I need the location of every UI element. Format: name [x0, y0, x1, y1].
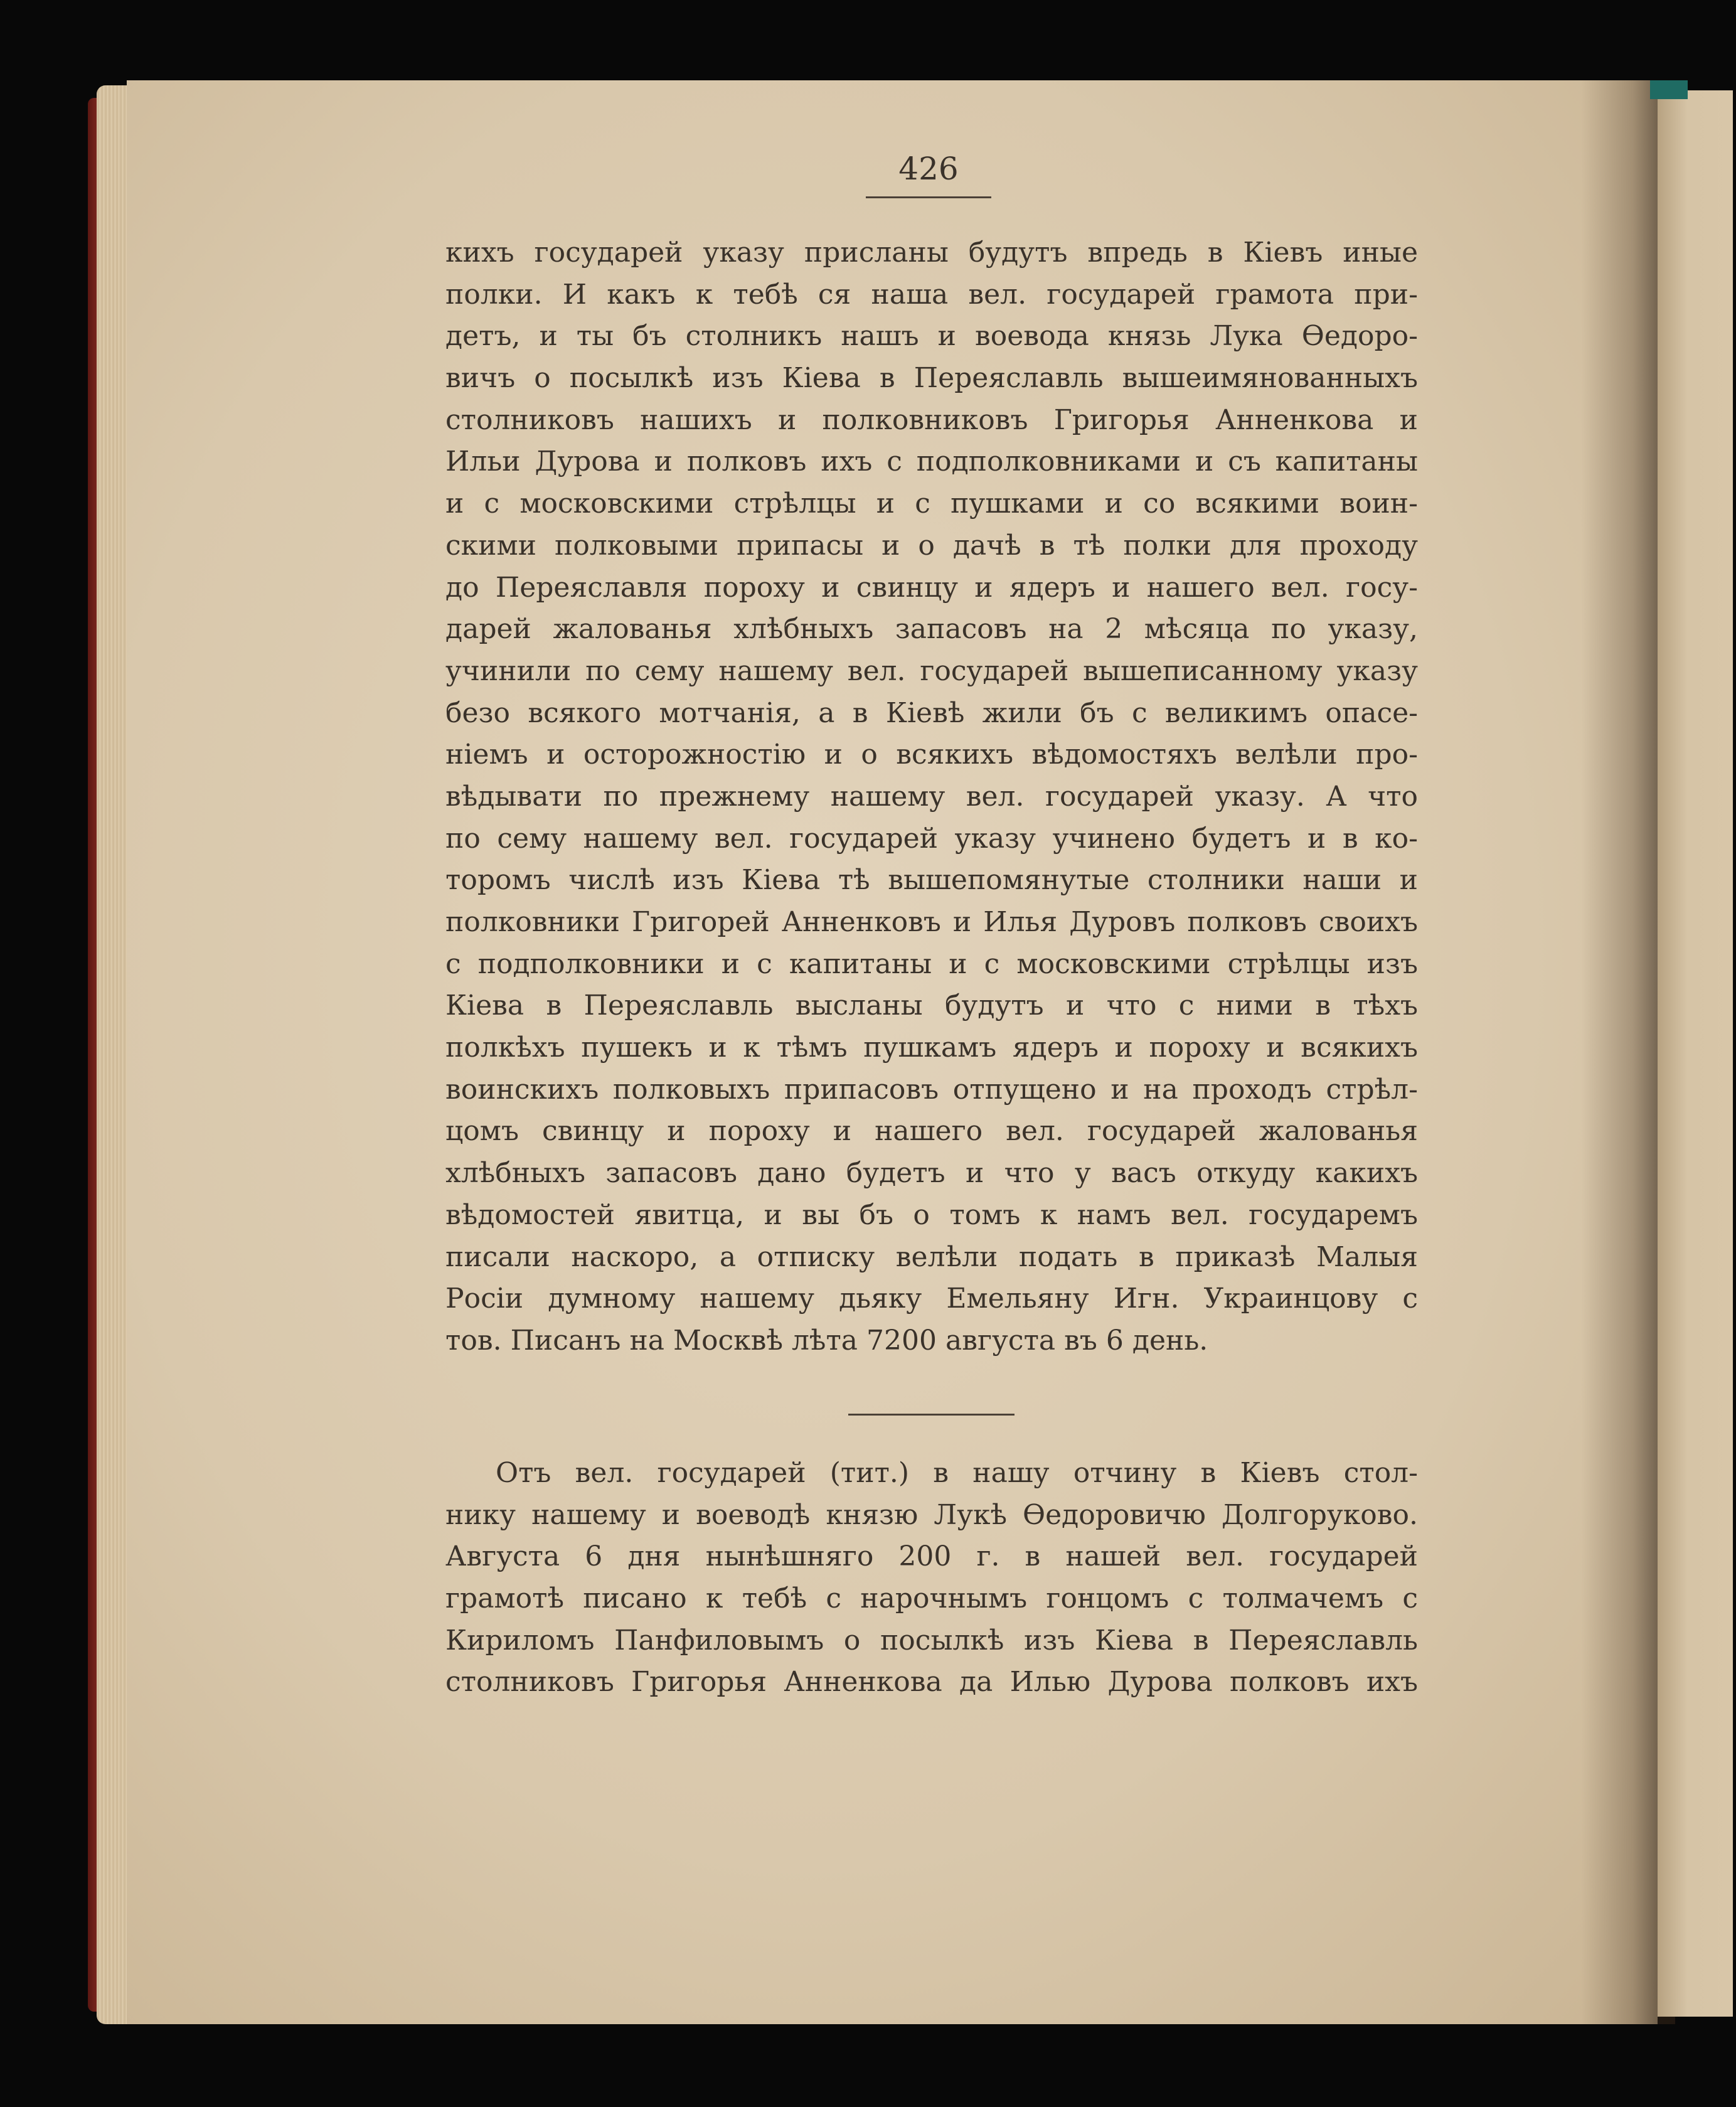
text-line: цомъ свинцу и пороху и нашего вел. государей жалованья	[445, 1115, 1418, 1148]
text-line: ніемъ и осторожностію и о всякихъ вѣдомостяхъ велѣли про-	[445, 739, 1418, 771]
page-number-rule	[866, 196, 991, 198]
text-line: вѣдывати по прежнему нашему вел. государей указу. А что	[445, 780, 1418, 813]
text-line: безо всякого мотчанія, а в Кіевѣ жили бъ с великимъ опасе-	[445, 696, 1418, 729]
text-line: Ильи Дурова и полковъ ихъ с подполковниками и съ капитаны	[445, 445, 1418, 478]
text-line: вѣдомостей явитца, и вы бъ о томъ к намъ вел. государемъ	[445, 1198, 1418, 1231]
bookmark-ribbon	[1650, 80, 1688, 99]
paragraph-2	[445, 1453, 1418, 1704]
right-page-edge	[1658, 90, 1733, 2017]
text-line: до Переяславля пороху и свинцу и ядеръ и нашего вел. госу-	[445, 571, 1418, 604]
text-line: детъ, и ты бъ столникъ нашъ и воевода князь Лука Өедоро-	[445, 320, 1418, 353]
text-line: Августа 6 дня нынѣшняго 200 г. в нашей вел. государей	[445, 1540, 1418, 1573]
text-line: грамотѣ писано к тебѣ с нарочнымъ гонцомъ с толмачемъ с	[445, 1582, 1418, 1615]
text-line: столниковъ нашихъ и полковниковъ Григорья Анненкова и	[445, 403, 1418, 436]
text-line: писали наскоро, а отписку велѣли подать в приказѣ Малыя	[445, 1240, 1418, 1273]
text-line: хлѣбныхъ запасовъ дано будетъ и что у васъ откуду какихъ	[445, 1157, 1418, 1190]
text-line: по сему нашему вел. государей указу учинено будетъ и в ко-	[445, 822, 1418, 855]
text-line: нику нашему и воеводѣ князю Лукѣ Өедоровичю Долгоруково.	[445, 1498, 1418, 1531]
section-separator	[848, 1414, 1014, 1416]
text-line: полкѣхъ пушекъ и к тѣмъ пушкамъ ядеръ и пороху и всякихъ	[445, 1032, 1418, 1064]
text-line: и с московскими стрѣлцы и с пушками и со всякими воин-	[445, 488, 1418, 520]
text-line: кихъ государей указу присланы будутъ впредь в Кіевъ иные	[445, 237, 1418, 269]
text-line: столниковъ Григорья Анненкова да Илью Дурова полковъ ихъ	[445, 1666, 1418, 1699]
text-line: полки. И какъ к тебѣ ся наша вел. государей грамота при-	[445, 278, 1418, 311]
text-line: скими полковыми припасы и о дачѣ в тѣ полки для проходу	[445, 529, 1418, 562]
text-line: воинскихъ полковыхъ припасовъ отпущено и на проходъ стрѣл-	[445, 1073, 1418, 1106]
text-line: Росіи думному нашему дьяку Емельяну Игн. Украинцову с	[445, 1283, 1418, 1315]
text-line: Отъ вел. государей (тит.) в нашу отчину в Кіевъ стол-	[496, 1457, 1418, 1489]
text-line: Кириломъ Панфиловымъ о посылкѣ изъ Кіева в Переяславль	[445, 1624, 1418, 1656]
text-line: вичъ о посылкѣ изъ Кіева в Переяславль вышеимянованныхъ	[445, 362, 1418, 395]
text-line: торомъ числѣ изъ Кіева тѣ вышепомянутые столники наши и	[445, 864, 1418, 897]
text-line: полковники Григорей Анненковъ и Илья Дуровъ полковъ своихъ	[445, 906, 1418, 938]
text-line: учинили по сему нашему вел. государей вышеписанному указу	[445, 654, 1418, 687]
text-line: Кіева в Переяславль высланы будутъ и что с ними в тѣхъ	[445, 989, 1418, 1022]
text-line: тов. Писанъ на Москвѣ лѣта 7200 августа въ 6 день.	[445, 1324, 1208, 1357]
page-number: 426	[898, 151, 959, 187]
text-line: с подполковники и с капитаны и с московскими стрѣлцы изъ	[445, 947, 1418, 980]
paragraph-1	[445, 232, 1418, 1362]
text-line: дарей жалованья хлѣбныхъ запасовъ на 2 мѣсяца по указу,	[445, 613, 1418, 646]
